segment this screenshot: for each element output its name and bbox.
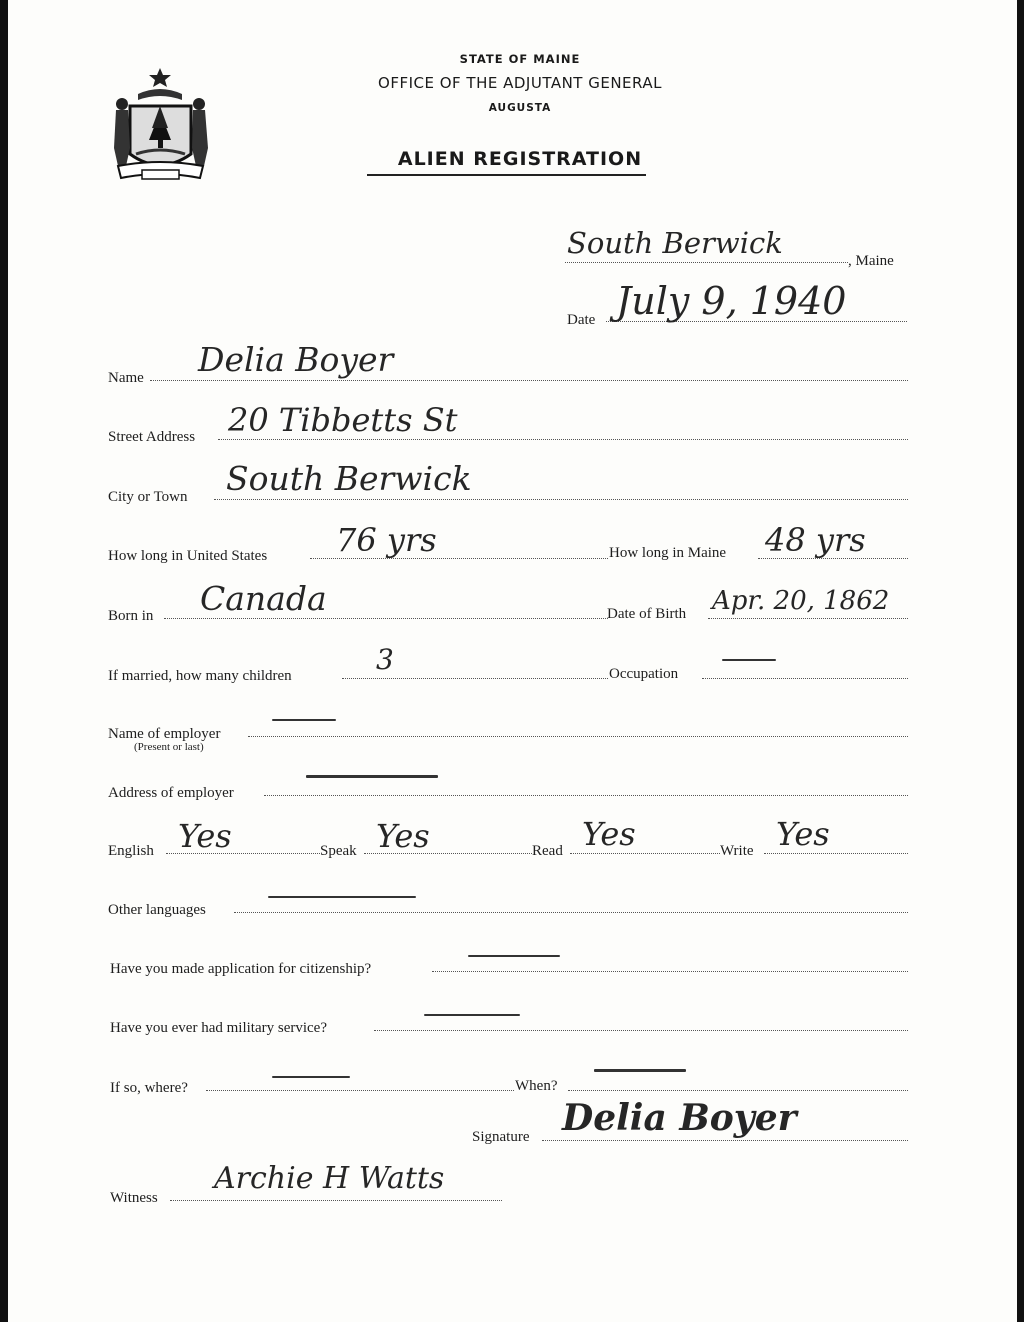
citizenship-line xyxy=(432,971,908,972)
children-label: If married, how many children xyxy=(108,668,292,684)
employer-address-label: Address of employer xyxy=(108,785,234,801)
when-dash xyxy=(594,1069,686,1072)
date-of-birth-label: Date of Birth xyxy=(607,606,687,622)
employer-note: (Present or last) xyxy=(134,741,204,753)
occupation-dash xyxy=(722,659,776,661)
how-long-us-value: 76 yrs xyxy=(336,521,437,559)
header-office: OFFICE OF THE ADJUTANT GENERAL xyxy=(378,74,662,92)
write-value: Yes xyxy=(776,815,830,853)
witness-value: Archie H Watts xyxy=(214,1161,445,1196)
when-label: When? xyxy=(515,1078,558,1094)
citizenship-dash xyxy=(468,955,560,957)
employer-name-label: Name of employer xyxy=(108,726,221,742)
children-value: 3 xyxy=(376,643,394,676)
street-address-value: 20 Tibbetts St xyxy=(228,401,458,439)
speak-value: Yes xyxy=(376,817,430,855)
read-line xyxy=(570,853,720,854)
name-value: Delia Boyer xyxy=(198,340,394,379)
witness-line xyxy=(170,1200,502,1201)
other-languages-label: Other languages xyxy=(108,902,206,918)
form-title: ALIEN REGISTRATION xyxy=(397,148,643,170)
employer-name-line xyxy=(248,736,908,737)
town-value: South Berwick xyxy=(567,226,783,260)
write-label: Write xyxy=(720,843,754,859)
military-line xyxy=(374,1030,908,1031)
where-label: If so, where? xyxy=(110,1080,188,1096)
city-label: City or Town xyxy=(108,489,188,505)
city-value: South Berwick xyxy=(226,459,472,498)
town-line xyxy=(565,262,848,263)
title-underline xyxy=(367,174,646,176)
where-line xyxy=(206,1090,514,1091)
occupation-line xyxy=(702,678,908,679)
english-value: Yes xyxy=(178,817,232,855)
witness-label: Witness xyxy=(110,1190,158,1206)
how-long-us-label: How long in United States xyxy=(108,548,268,564)
when-line xyxy=(568,1090,908,1091)
scan-border-right xyxy=(1017,0,1024,1322)
born-in-label: Born in xyxy=(108,608,154,624)
write-line xyxy=(764,853,908,854)
header-city: AUGUSTA xyxy=(488,102,552,114)
name-line xyxy=(150,380,908,381)
children-line xyxy=(342,678,608,679)
date-label: Date xyxy=(567,312,596,328)
street-address-label: Street Address xyxy=(108,429,196,445)
english-label: English xyxy=(108,843,154,859)
street-address-line xyxy=(218,439,908,440)
header-state: STATE OF MAINE xyxy=(459,52,581,66)
read-label: Read xyxy=(532,843,563,859)
where-dash xyxy=(272,1076,350,1078)
read-value: Yes xyxy=(582,815,636,853)
how-long-maine-label: How long in Maine xyxy=(609,545,727,561)
signature-label: Signature xyxy=(472,1129,530,1145)
name-label: Name xyxy=(108,370,144,386)
occupation-label: Occupation xyxy=(609,666,679,682)
date-value: July 9, 1940 xyxy=(616,279,847,323)
signature-value: Delia Boyer xyxy=(562,1097,797,1139)
employer-name-dash xyxy=(272,719,336,721)
other-languages-line xyxy=(234,912,908,913)
other-languages-dash xyxy=(268,896,416,898)
employer-address-line xyxy=(264,795,908,796)
speak-label: Speak xyxy=(320,843,357,859)
employer-address-dash xyxy=(306,775,438,778)
born-in-line xyxy=(164,618,608,619)
born-in-value: Canada xyxy=(200,579,327,618)
state-suffix: , Maine xyxy=(848,253,894,269)
date-of-birth-line xyxy=(708,618,908,619)
military-label: Have you ever had military service? xyxy=(110,1020,327,1036)
date-of-birth-value: Apr. 20, 1862 xyxy=(712,586,890,616)
scan-border-left xyxy=(0,0,8,1322)
signature-line xyxy=(542,1140,908,1141)
city-line xyxy=(214,499,908,500)
citizenship-label: Have you made application for citizenship? xyxy=(110,961,372,977)
military-dash xyxy=(424,1014,520,1016)
how-long-maine-value: 48 yrs xyxy=(765,521,866,559)
